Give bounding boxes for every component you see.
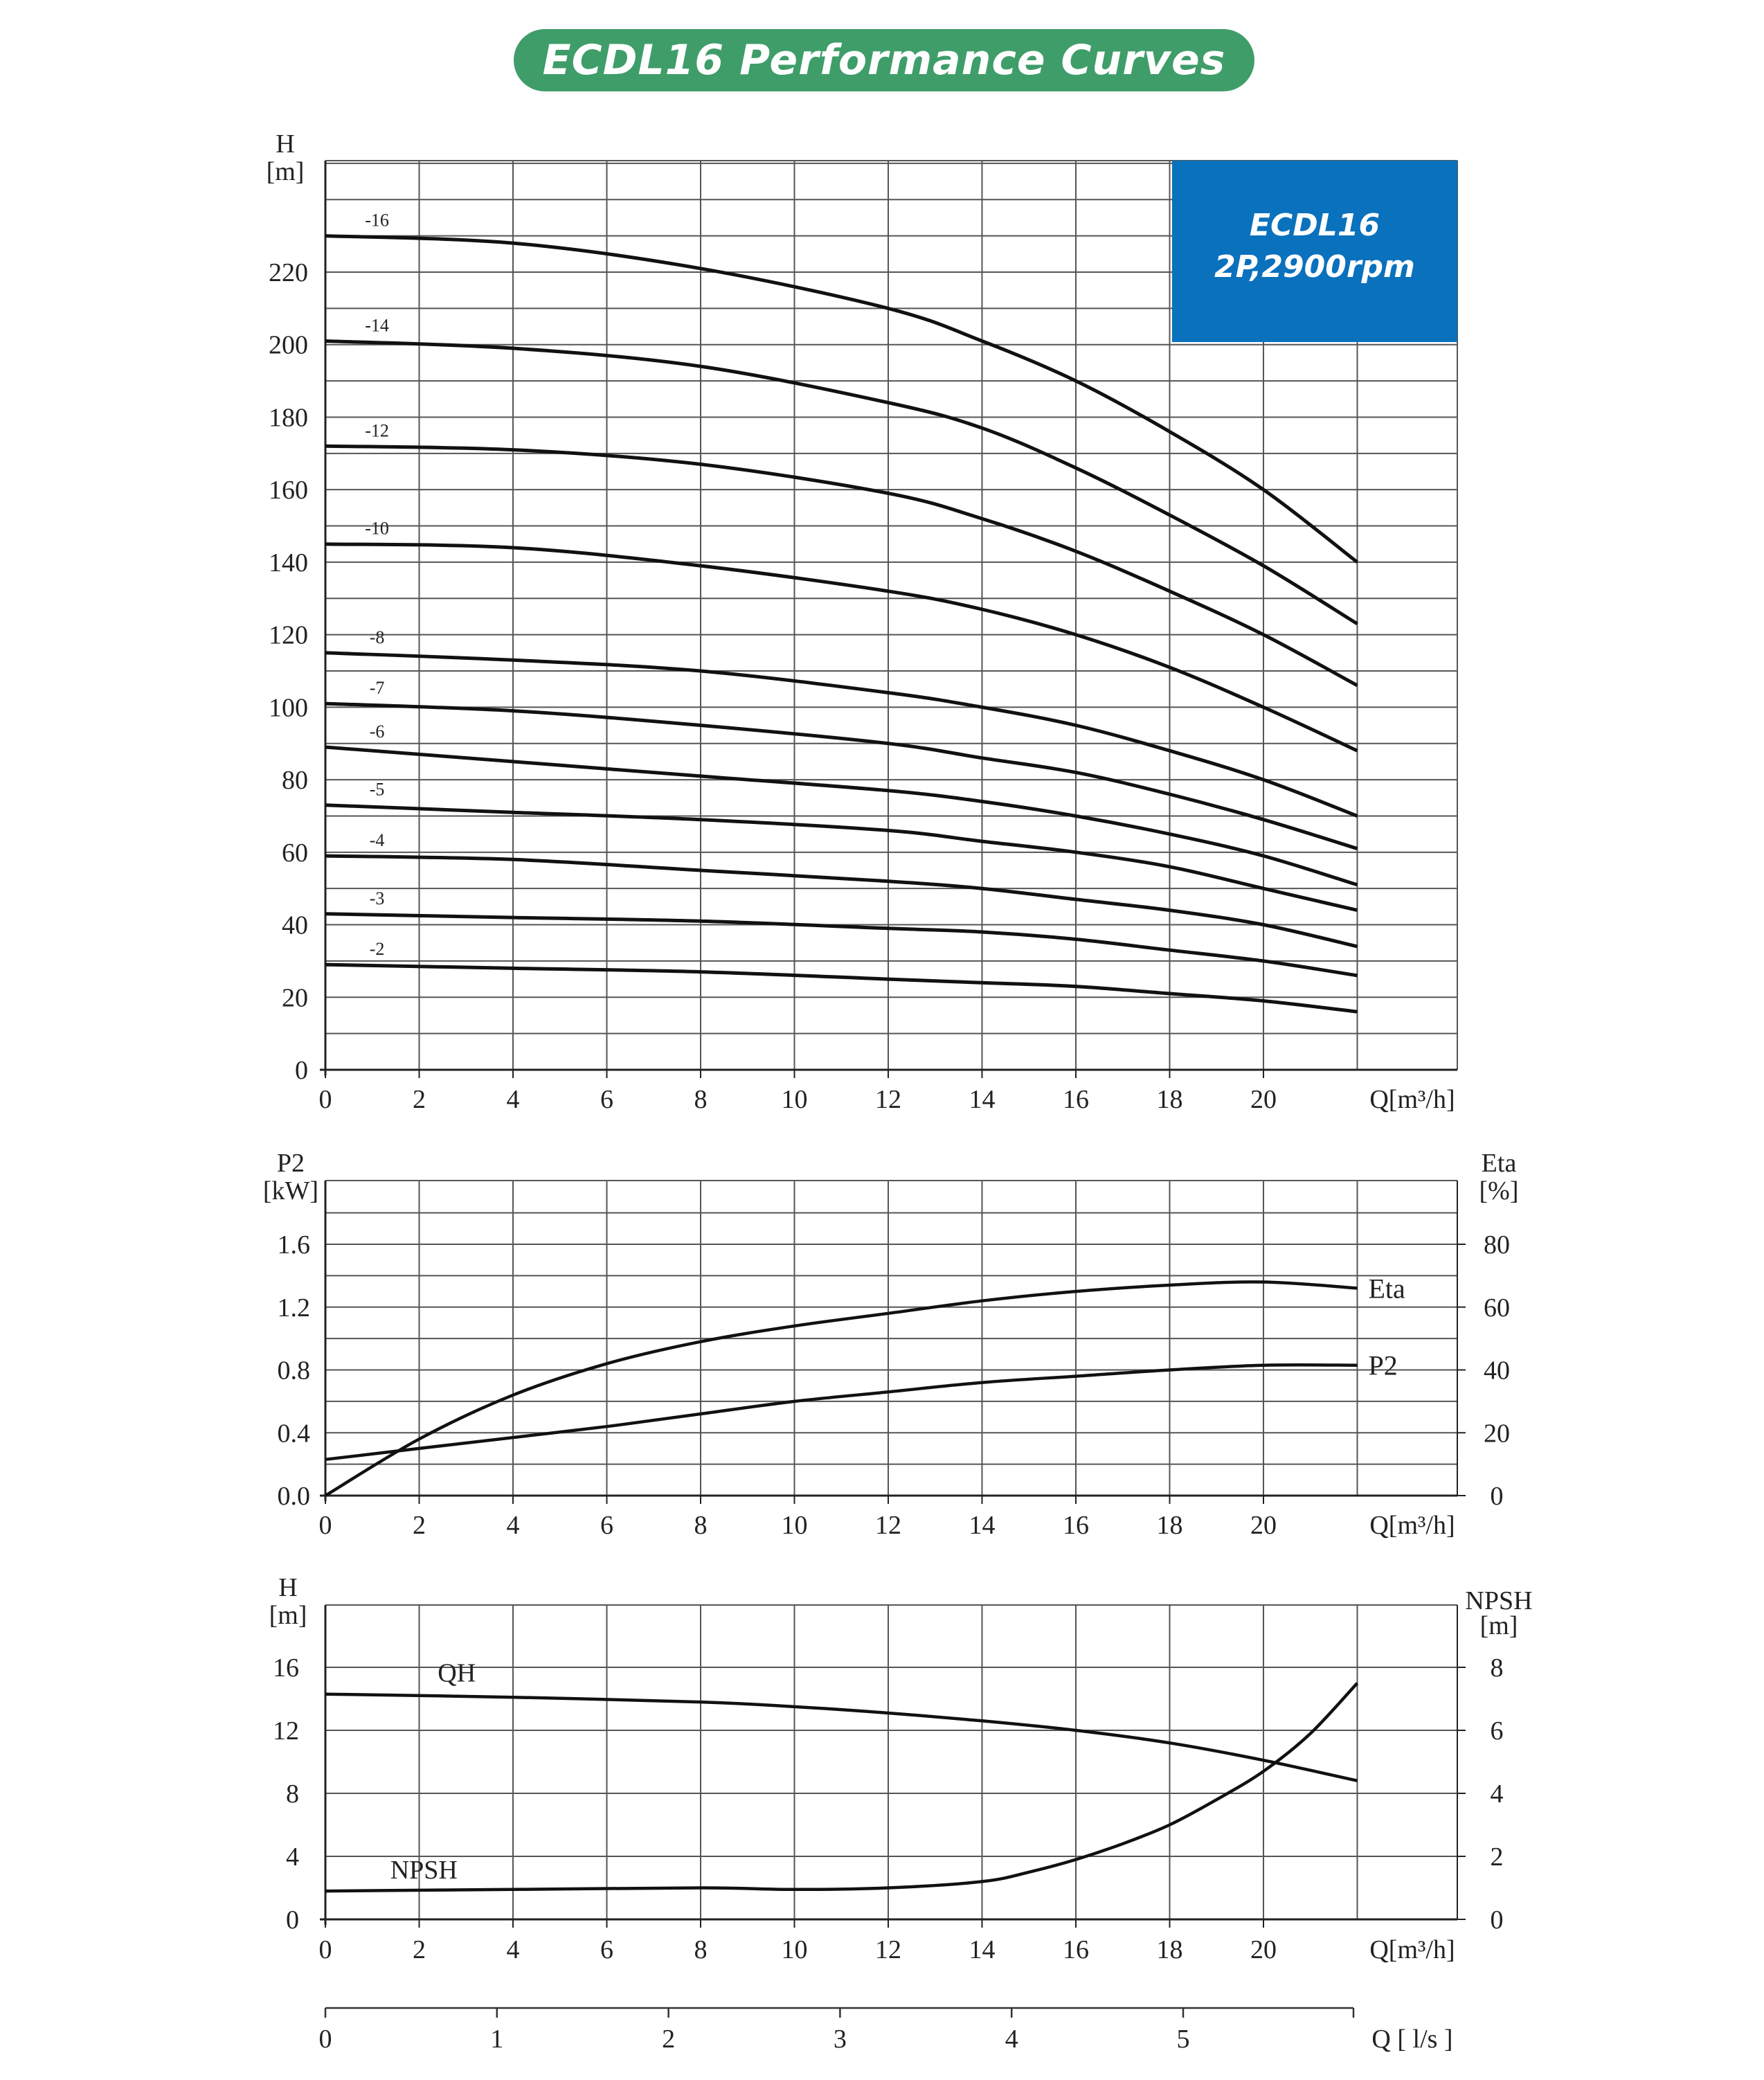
- head-curve: [325, 544, 1358, 751]
- x-tick-label: 0: [318, 1935, 332, 1964]
- secondary-x-tick-label: 1: [490, 2025, 504, 2054]
- x-tick-label: 8: [694, 1511, 708, 1540]
- curve-label: -2: [369, 939, 385, 960]
- secondary-x-tick-label: 5: [1176, 2025, 1190, 2054]
- secondary-x-tick-label: 2: [662, 2025, 676, 2054]
- x-tick-label: 14: [969, 1935, 996, 1964]
- x-tick-label: 4: [506, 1935, 520, 1964]
- y-left-tick-label: 1.2: [277, 1293, 310, 1323]
- y-left-tick-label: 0: [286, 1906, 299, 1935]
- x-tick-label: 2: [413, 1085, 426, 1114]
- y-left-tick-label: 1.6: [277, 1230, 310, 1259]
- x-axis-title: Q[m³/h]: [1369, 1085, 1455, 1114]
- npsh-label: NPSH: [390, 1856, 458, 1885]
- y-axis-title: H: [276, 129, 295, 159]
- head-npsh-panel: [269, 1573, 1533, 2054]
- y-right-tick-label: 0: [1490, 1482, 1504, 1511]
- x-tick-label: 16: [1063, 1935, 1089, 1964]
- y-right-title: Eta: [1481, 1149, 1517, 1178]
- secondary-x-axis-title: Q [ l/s ]: [1371, 2025, 1453, 2054]
- y-right-unit: [m]: [1479, 1611, 1518, 1640]
- y-tick-label: 160: [269, 476, 308, 505]
- secondary-x-tick-label: 0: [318, 2025, 332, 2054]
- x-tick-label: 20: [1250, 1085, 1277, 1114]
- y-right-tick-label: 2: [1490, 1843, 1504, 1872]
- x-tick-label: 6: [600, 1511, 613, 1540]
- p2-label: P2: [1368, 1350, 1398, 1381]
- x-tick-label: 6: [600, 1935, 613, 1964]
- x-tick-label: 16: [1063, 1085, 1089, 1114]
- y-tick-label: 0: [295, 1056, 308, 1085]
- x-tick-label: 14: [969, 1511, 996, 1540]
- y-tick-label: 140: [269, 548, 308, 577]
- x-tick-label: 14: [969, 1085, 996, 1114]
- badge-model: ECDL16: [1249, 208, 1380, 243]
- x-tick-label: 20: [1250, 1511, 1277, 1540]
- x-tick-label: 8: [694, 1085, 708, 1114]
- head-curve: [325, 341, 1358, 624]
- y-right-tick-label: 40: [1484, 1356, 1510, 1386]
- curve-label: -14: [365, 315, 389, 336]
- x-tick-label: 10: [781, 1085, 808, 1114]
- y-left-tick-label: 4: [286, 1843, 299, 1872]
- page-title: ECDL16 Performance Curves: [514, 29, 1254, 91]
- p2-curve: [325, 1365, 1358, 1460]
- y-left-title: H: [278, 1573, 298, 1602]
- x-tick-label: 12: [875, 1085, 901, 1114]
- x-tick-label: 2: [413, 1511, 426, 1540]
- y-left-tick-label: 0.8: [277, 1356, 310, 1386]
- y-axis-unit: [m]: [266, 157, 305, 186]
- x-tick-label: 12: [875, 1511, 901, 1540]
- x-tick-label: 6: [600, 1085, 613, 1114]
- power-efficiency-panel: [263, 1149, 1519, 1540]
- y-right-tick-label: 8: [1490, 1653, 1504, 1683]
- curve-label: -7: [369, 678, 385, 699]
- curve-label: -16: [365, 210, 389, 231]
- x-tick-label: 8: [694, 1935, 708, 1964]
- y-tick-label: 80: [282, 766, 308, 796]
- head-curve: [325, 446, 1358, 685]
- x-tick-label: 10: [781, 1935, 808, 1964]
- y-left-tick-label: 0.4: [277, 1419, 310, 1449]
- y-left-tick-label: 12: [273, 1716, 299, 1746]
- y-tick-label: 100: [269, 693, 308, 723]
- y-left-title: P2: [276, 1149, 305, 1178]
- x-tick-label: 18: [1156, 1085, 1183, 1114]
- curve-label: -10: [365, 518, 389, 539]
- x-tick-label: 4: [506, 1085, 520, 1114]
- x-tick-label: 16: [1063, 1511, 1089, 1540]
- curve-label: -3: [369, 888, 385, 908]
- head-curve: [325, 965, 1358, 1012]
- y-right-tick-label: 6: [1490, 1716, 1504, 1746]
- y-right-tick-label: 0: [1490, 1906, 1504, 1935]
- x-tick-label: 0: [318, 1085, 332, 1114]
- x-tick-label: 10: [781, 1511, 808, 1540]
- y-right-unit: [%]: [1479, 1176, 1519, 1205]
- secondary-x-tick-label: 4: [1005, 2025, 1018, 2054]
- x-tick-label: 12: [875, 1935, 901, 1964]
- qh-curve: [325, 1694, 1358, 1781]
- badge-speed: 2P,2900rpm: [1214, 249, 1415, 285]
- curve-label: -6: [369, 721, 385, 742]
- x-axis-title: Q[m³/h]: [1369, 1511, 1455, 1540]
- y-left-unit: [m]: [269, 1601, 307, 1630]
- y-right-tick-label: 20: [1484, 1419, 1510, 1449]
- qh-label: QH: [438, 1658, 476, 1688]
- x-axis-title: Q[m³/h]: [1369, 1935, 1455, 1964]
- x-tick-label: 2: [413, 1935, 426, 1964]
- y-right-title: NPSH: [1465, 1586, 1533, 1615]
- npsh-curve: [325, 1683, 1358, 1891]
- y-tick-label: 200: [269, 330, 308, 360]
- y-tick-label: 20: [282, 983, 308, 1013]
- curve-label: -12: [365, 420, 389, 441]
- x-tick-label: 18: [1156, 1511, 1183, 1540]
- y-right-tick-label: 4: [1490, 1779, 1504, 1809]
- y-tick-label: 120: [269, 620, 308, 650]
- head-curve: [325, 653, 1358, 816]
- y-tick-label: 40: [282, 911, 308, 940]
- y-tick-label: 180: [269, 403, 308, 433]
- curve-label: -8: [369, 627, 385, 647]
- x-tick-label: 20: [1250, 1935, 1277, 1964]
- x-tick-label: 18: [1156, 1935, 1183, 1964]
- y-right-tick-label: 60: [1484, 1293, 1510, 1323]
- x-tick-label: 0: [318, 1511, 332, 1540]
- head-curve: [325, 856, 1358, 947]
- y-right-tick-label: 80: [1484, 1230, 1510, 1259]
- y-left-unit: [kW]: [262, 1176, 319, 1205]
- curve-label: -5: [369, 779, 385, 800]
- y-left-tick-label: 8: [286, 1779, 299, 1809]
- x-tick-label: 4: [506, 1511, 520, 1540]
- curve-label: -4: [369, 830, 385, 851]
- y-left-tick-label: 0.0: [277, 1482, 310, 1511]
- y-left-tick-label: 16: [273, 1653, 299, 1683]
- y-tick-label: 220: [269, 258, 308, 287]
- eta-label: Eta: [1368, 1273, 1405, 1305]
- secondary-x-tick-label: 3: [833, 2025, 847, 2054]
- head-curves-panel: [267, 129, 1457, 1114]
- y-tick-label: 60: [282, 838, 308, 868]
